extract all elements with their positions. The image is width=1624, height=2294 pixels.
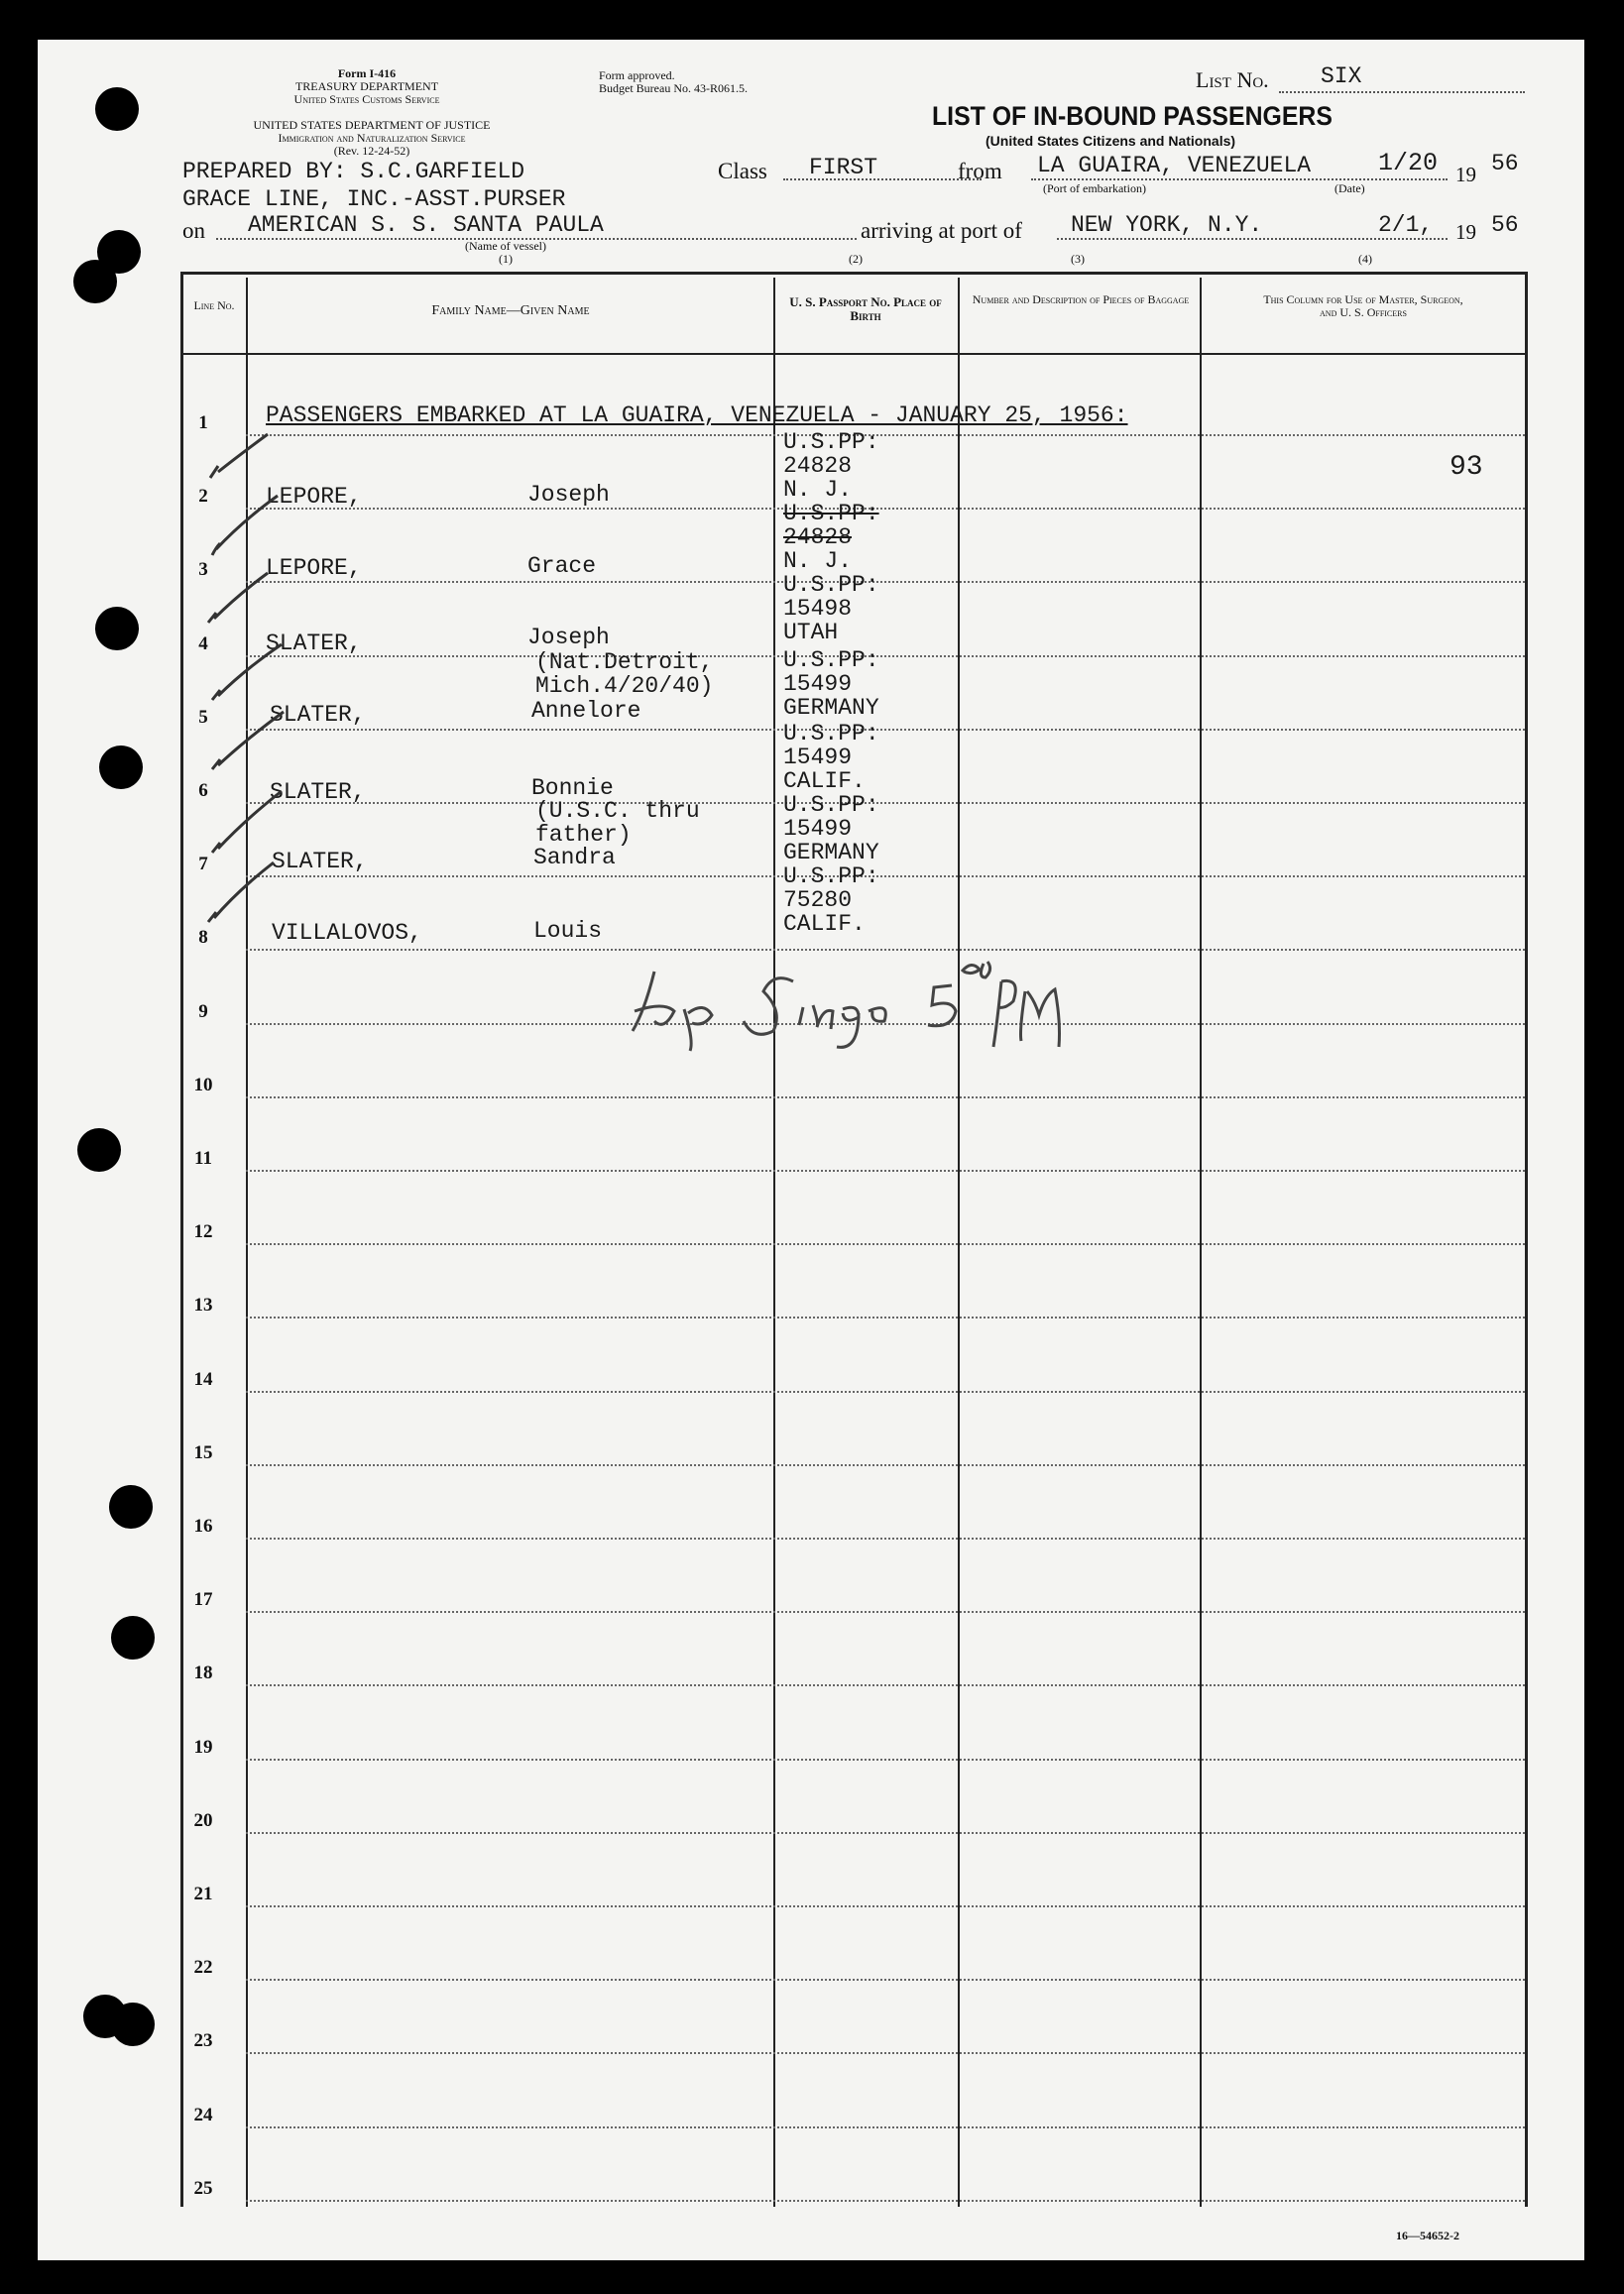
- row-rule: [246, 508, 1525, 510]
- passenger-given-name: Louis: [533, 918, 603, 944]
- class-value: FIRST: [809, 155, 878, 180]
- passport-label: U.S.PP:: [783, 792, 879, 818]
- passport-label: U.S.PP:: [783, 429, 879, 455]
- punch-hole: [77, 1128, 121, 1172]
- row-rule: [246, 1759, 1525, 1761]
- row-rule: [246, 1170, 1525, 1172]
- col-caption-1: (1): [499, 252, 513, 266]
- line-number: 4: [198, 633, 208, 654]
- passenger-family-name: VILLALOVOS,: [272, 920, 422, 946]
- passport-number: 24828: [783, 453, 853, 479]
- form-approved: Form approved.: [599, 68, 675, 82]
- punch-hole: [95, 607, 139, 650]
- row-rule: [246, 1243, 1525, 1245]
- line-number: 12: [193, 1221, 213, 1242]
- passenger-note: (U.S.C. thru father): [535, 798, 700, 848]
- passenger-given-name: Joseph: [527, 482, 610, 508]
- line-number: 13: [193, 1295, 213, 1316]
- line-number: 16: [193, 1516, 213, 1537]
- line-number: 10: [193, 1075, 213, 1095]
- port-of-embarkation-caption: (Port of embarkation): [1043, 181, 1146, 195]
- line-number: 21: [193, 1884, 213, 1904]
- passport-cell: [783, 573, 879, 644]
- passport-cell: [783, 722, 879, 793]
- budget-block: [599, 69, 748, 95]
- row-rule: [246, 1611, 1525, 1613]
- birth-place: CALIF.: [783, 911, 866, 937]
- col-caption-3: (3): [1071, 252, 1085, 266]
- line-number: 19: [193, 1737, 213, 1758]
- birth-place: N. J.: [783, 548, 853, 574]
- punch-hole: [99, 746, 143, 789]
- punch-hole: [111, 2003, 155, 2046]
- page-subtitle: (United States Citizens and Nationals): [986, 133, 1236, 149]
- class-label: Class: [718, 159, 767, 183]
- passport-cell: [783, 430, 879, 502]
- passport-cell: [783, 793, 879, 864]
- line-number: 1: [198, 412, 208, 433]
- passport-cell: [783, 648, 879, 720]
- passenger-family-name: SLATER,: [270, 779, 366, 805]
- passport-number: 15499: [783, 745, 853, 770]
- from-year: 56: [1491, 151, 1519, 176]
- line-number: 11: [194, 1148, 212, 1169]
- treasury-label: TREASURY DEPARTMENT: [294, 79, 439, 93]
- line-number: 25: [193, 2178, 213, 2199]
- row-rule: [246, 2200, 1525, 2202]
- row-rule: [246, 1464, 1525, 1466]
- list-no-value: SIX: [1321, 63, 1362, 89]
- col-caption-4: (4): [1358, 252, 1372, 266]
- embarked-line: PASSENGERS EMBARKED AT LA GUAIRA, VENEZUELA - JANUARY 25, 1956:: [266, 402, 1128, 428]
- col-header-passport: U. S. Passport No. Place of Birth: [789, 294, 942, 323]
- birth-place: UTAH: [783, 620, 839, 645]
- list-no-dots: [1279, 91, 1525, 93]
- arrival-port: NEW YORK, N.Y.: [1071, 212, 1263, 238]
- passenger-given-name: Bonnie: [531, 775, 614, 801]
- col-header-officers: This Column for Use of Master, Surgeon, and U. S. Officers: [1263, 292, 1463, 319]
- row-rule: [246, 1538, 1525, 1540]
- line-number: 24: [193, 2105, 213, 2125]
- passenger-family-name: LEPORE,: [266, 484, 362, 510]
- row-rule: [246, 1979, 1525, 1981]
- from-date: 1/20: [1378, 149, 1439, 177]
- arrival-year-prefix: 19: [1455, 220, 1476, 244]
- footer-code: 16—54652-2: [1396, 2229, 1459, 2242]
- line-number: 9: [198, 1001, 208, 1022]
- row-rule: [246, 1905, 1525, 1907]
- arrival-dots: [1057, 238, 1448, 240]
- line-number: 20: [193, 1810, 213, 1831]
- from-value: LA GUAIRA, VENEZUELA: [1037, 153, 1312, 178]
- page-title: LIST OF IN-BOUND PASSENGERS: [932, 101, 1333, 131]
- row-rule: [246, 802, 1525, 804]
- row-rule: [246, 1684, 1525, 1686]
- row-rule: [246, 1832, 1525, 1834]
- on-label: on: [182, 218, 205, 243]
- arrival-year: 56: [1491, 212, 1519, 238]
- passenger-family-name: SLATER,: [272, 849, 368, 874]
- passenger-family-name: SLATER,: [270, 702, 366, 728]
- passport-number: 75280: [783, 887, 853, 913]
- row-rule: [246, 434, 1525, 436]
- passport-label: U.S.PP:: [783, 863, 879, 889]
- row-rule: [246, 655, 1525, 657]
- passport-number: 15499: [783, 816, 853, 842]
- justice-block: [178, 119, 565, 158]
- row-rule: [246, 1391, 1525, 1393]
- col-border-name: [773, 278, 775, 2207]
- passenger-given-name: Annelore: [531, 698, 641, 724]
- passport-cell: [783, 502, 879, 573]
- line-number: 15: [193, 1442, 213, 1463]
- passenger-family-name: LEPORE,: [266, 555, 362, 581]
- passport-label: U.S.PP:: [783, 501, 879, 526]
- row-rule: [246, 1096, 1525, 1098]
- line-number: 22: [193, 1957, 213, 1978]
- punch-hole: [73, 260, 117, 303]
- table-header-rule: [180, 353, 1527, 355]
- line-number: 17: [193, 1589, 213, 1610]
- col-border-baggage: [1200, 278, 1202, 2207]
- row-rule: [246, 2126, 1525, 2128]
- vessel-caption: [446, 240, 565, 266]
- vessel-caption-text: (Name of vessel): [465, 239, 546, 253]
- punch-hole: [109, 1485, 153, 1529]
- col-header-name: Family Name—Given Name: [431, 303, 590, 318]
- grace-line: GRACE LINE, INC.-ASST.PURSER: [182, 186, 566, 212]
- from-label: from: [958, 159, 1002, 183]
- passport-label: U.S.PP:: [783, 721, 879, 746]
- line-number: 7: [198, 854, 208, 874]
- row-rule: [246, 1317, 1525, 1319]
- birth-place: GERMANY: [783, 695, 879, 721]
- form-number: Form I-416: [337, 66, 397, 80]
- line-number: 14: [193, 1369, 213, 1390]
- table-top-border: [180, 272, 1527, 275]
- checkmark-icons: [198, 426, 307, 942]
- col-header-line-no: Line No.: [193, 298, 235, 312]
- passport-number: 15499: [783, 671, 853, 697]
- from-dots: [1031, 178, 1448, 180]
- justice-label: UNITED STATES DEPARTMENT OF JUSTICE: [253, 118, 491, 132]
- col-caption-2: (2): [849, 252, 863, 266]
- col-border-passport: [958, 278, 960, 2207]
- row-rule: [246, 2052, 1525, 2054]
- passport-number: 15498: [783, 596, 853, 622]
- form-page: [38, 40, 1584, 2260]
- prepared-by: PREPARED BY: S.C.GARFIELD: [182, 159, 525, 184]
- col-header-baggage: Number and Description of Pieces of Baggage: [972, 292, 1190, 306]
- line-number: 23: [193, 2030, 213, 2051]
- line-number: 5: [198, 707, 208, 728]
- line-number: 3: [198, 559, 208, 580]
- birth-place: CALIF.: [783, 768, 866, 794]
- passport-label: U.S.PP:: [783, 647, 879, 673]
- arriving-label: arriving at port of: [861, 218, 1022, 243]
- passport-label: U.S.PP:: [783, 572, 879, 598]
- inspector-signature: [625, 952, 1091, 1061]
- passenger-given-name: Joseph: [527, 625, 610, 650]
- customs-label: United States Customs Service: [293, 92, 440, 106]
- punch-hole: [95, 87, 139, 131]
- punch-hole: [111, 1616, 155, 1660]
- form-header-block: [248, 67, 486, 106]
- date-caption: (Date): [1334, 181, 1365, 195]
- birth-place: N. J.: [783, 477, 853, 503]
- row-rule: [246, 875, 1525, 877]
- row-rule: [246, 729, 1525, 731]
- immigration-label: Immigration and Naturalization Service: [278, 131, 466, 145]
- row-rule: [246, 581, 1525, 583]
- line-number: 8: [198, 927, 208, 948]
- officer-note: 93: [1450, 452, 1483, 483]
- passenger-given-name: Grace: [527, 553, 597, 579]
- list-no-label: List No.: [1196, 67, 1269, 92]
- line-number: 18: [193, 1663, 213, 1683]
- passenger-family-name: SLATER,: [266, 631, 362, 656]
- row-rule: [246, 949, 1525, 951]
- line-number: 2: [198, 486, 208, 507]
- vessel-name: AMERICAN S. S. SANTA PAULA: [248, 212, 604, 238]
- line-number: 6: [198, 780, 208, 801]
- passport-number: 24828: [783, 524, 853, 550]
- col-border-right: [1525, 272, 1528, 2207]
- arrival-date: 2/1,: [1378, 212, 1434, 238]
- passenger-given-name: Sandra: [533, 845, 616, 870]
- from-year-prefix: 19: [1455, 163, 1476, 186]
- passport-cell: [783, 864, 879, 936]
- birth-place: GERMANY: [783, 840, 879, 865]
- budget-bureau: Budget Bureau No. 43-R061.5.: [599, 81, 748, 95]
- revision-label: (Rev. 12-24-52): [333, 144, 410, 158]
- passenger-note: (Nat.Detroit, Mich.4/20/40): [535, 649, 714, 699]
